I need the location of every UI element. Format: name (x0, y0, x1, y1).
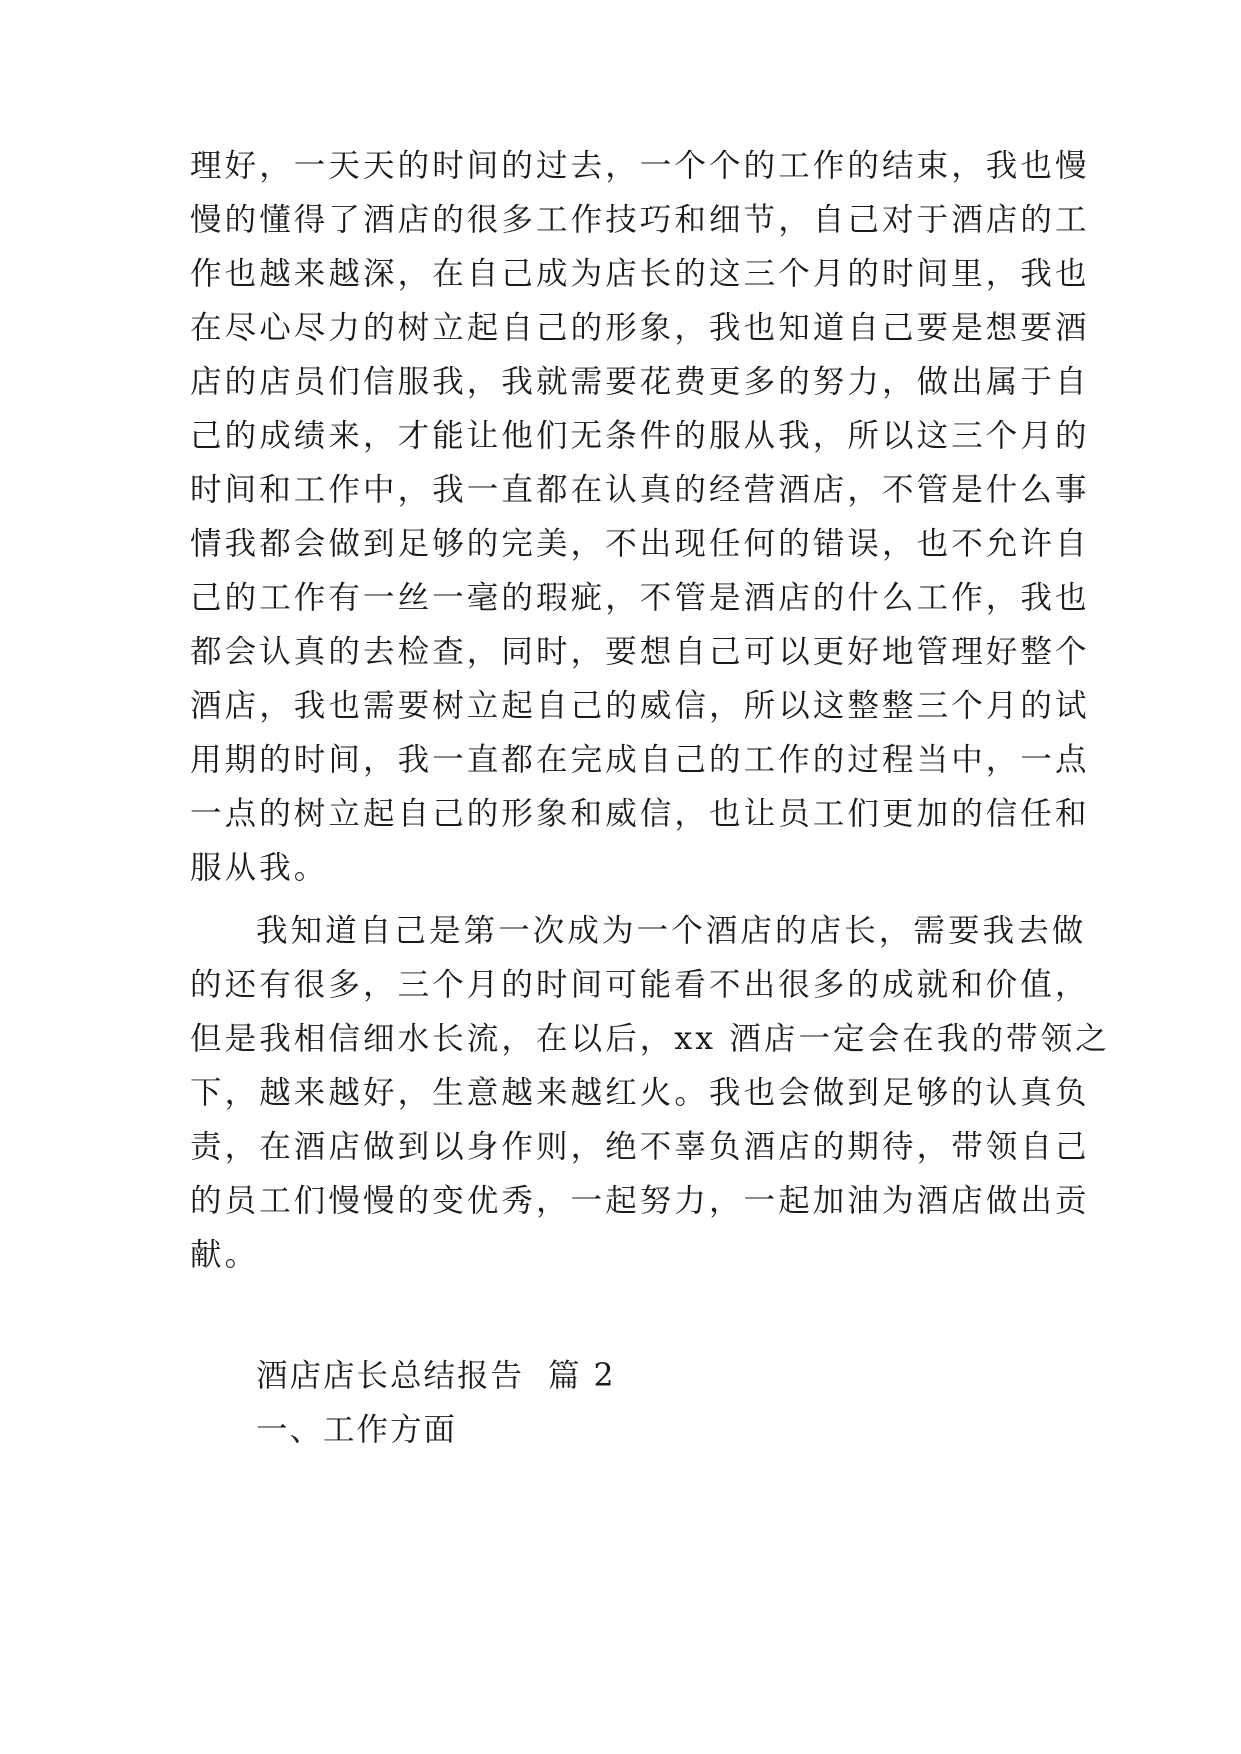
paragraph-line: 服从我。 (190, 850, 329, 886)
paragraph-line: 责，在酒店做到以身作则，绝不辜负酒店的期待，带领自己 (190, 1129, 1090, 1165)
paragraph-line: 酒店，我也需要树立起自己的威信，所以这整整三个月的试 (190, 688, 1090, 724)
paragraph-line: 我知道自己是第一次成为一个酒店的店长，需要我去做 (256, 913, 1087, 949)
paragraph-line: 的还有很多，三个月的时间可能看不出很多的成就和价值， (190, 967, 1090, 1003)
paragraph-line: 己的工作有一丝一毫的瑕疵，不管是酒店的什么工作，我也 (190, 580, 1090, 616)
paragraph-line: 理好，一天天的时间的过去，一个个的工作的结束，我也慢 (190, 148, 1090, 184)
paragraph-line: 时间和工作中，我一直都在认真的经营酒店，不管是什么事 (190, 472, 1090, 508)
paragraph-line: 下，越来越好，生意越来越红火。我也会做到足够的认真负 (190, 1075, 1090, 1111)
paragraph-line: 作也越来越深，在自己成为店长的这三个月的时间里，我也 (190, 256, 1090, 292)
paragraph-line: 用期的时间，我一直都在完成自己的工作的过程当中，一点 (190, 742, 1090, 778)
paragraph-line: 的员工们慢慢的变优秀，一起努力，一起加油为酒店做出贡 (190, 1183, 1090, 1219)
paragraph-line: 一点的树立起自己的形象和威信，也让员工们更加的信任和 (190, 796, 1090, 832)
paragraph-line: 在尽心尽力的树立起自己的形象，我也知道自己要是想要酒 (190, 310, 1090, 346)
paragraph-line: 情我都会做到足够的完美，不出现任何的错误，也不允许自 (190, 526, 1090, 562)
paragraph-line: 献。 (190, 1237, 260, 1273)
paragraph-line: 但是我相信细水长流，在以后，xx 酒店一定会在我的带领之 (190, 1021, 1110, 1057)
subsection-title: 一、工作方面 (256, 1412, 458, 1448)
paragraph-line: 店的店员们信服我，我就需要花费更多的努力，做出属于自 (190, 364, 1090, 400)
paragraph-line: 都会认真的去检查，同时，要想自己可以更好地管理好整个 (190, 634, 1090, 670)
section-title: 酒店店长总结报告 篇 2 (256, 1358, 616, 1394)
paragraph-line: 慢的懂得了酒店的很多工作技巧和细节，自己对于酒店的工 (190, 202, 1090, 238)
paragraph-line: 己的成绩来，才能让他们无条件的服从我，所以这三个月的 (190, 418, 1090, 454)
